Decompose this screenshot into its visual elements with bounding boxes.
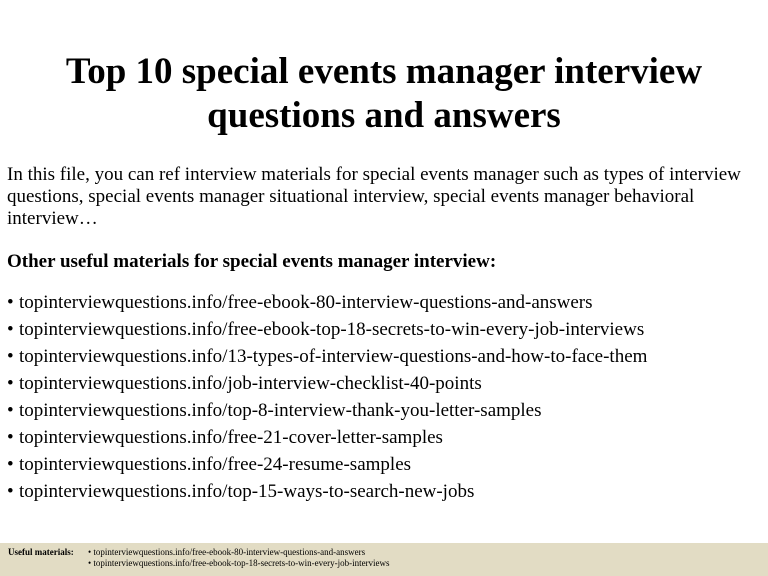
bullet-icon: •	[7, 481, 14, 502]
materials-link[interactable]: topinterviewquestions.info/free-21-cover-letter-samples	[19, 427, 443, 448]
footer-link[interactable]: • topinterviewquestions.info/free-ebook-top-18-secrets-to-win-every-job-interviews	[88, 558, 390, 568]
footer-links	[88, 547, 390, 569]
materials-link[interactable]: topinterviewquestions.info/top-8-interview-thank-you-letter-samples	[19, 400, 542, 421]
footer-bar	[0, 543, 768, 576]
footer-link[interactable]: • topinterviewquestions.info/free-ebook-80-interview-questions-and-answers	[88, 547, 366, 557]
materials-link[interactable]: topinterviewquestions.info/13-types-of-interview-questions-and-how-to-face-them	[19, 346, 648, 367]
bullet-icon: •	[7, 346, 14, 367]
list-item	[7, 478, 762, 505]
bullet-icon: •	[7, 373, 14, 394]
materials-link[interactable]: topinterviewquestions.info/top-15-ways-to-search-new-jobs	[19, 481, 475, 502]
materials-link[interactable]: topinterviewquestions.info/free-24-resume-samples	[19, 454, 412, 475]
materials-link[interactable]: topinterviewquestions.info/free-ebook-top-18-secrets-to-win-every-job-interviews	[19, 319, 645, 340]
page-title: Top 10 special events manager interview questions and answers	[65, 51, 703, 136]
footer-label: Useful materials:	[8, 547, 74, 557]
list-item	[7, 370, 762, 397]
bullet-icon: •	[7, 319, 14, 340]
list-item	[7, 397, 762, 424]
bullet-icon: •	[7, 454, 14, 475]
materials-link[interactable]: topinterviewquestions.info/free-ebook-80-interview-questions-and-answers	[19, 292, 593, 313]
list-item	[7, 343, 762, 370]
list-item	[7, 289, 762, 316]
materials-link[interactable]: topinterviewquestions.info/job-interview-checklist-40-points	[19, 373, 482, 394]
list-item	[7, 451, 762, 478]
list-item	[7, 424, 762, 451]
bullet-icon: •	[7, 292, 14, 313]
bullet-icon: •	[7, 400, 14, 421]
materials-heading: Other useful materials for special events manager interview:	[7, 251, 497, 272]
bullet-icon: •	[7, 427, 14, 448]
intro-paragraph: In this file, you can ref interview materials for special events manager such as types of interview questions, special events manager situational interview, special events manager behavioral interview…	[7, 164, 741, 229]
materials-list	[7, 289, 762, 505]
list-item	[7, 316, 762, 343]
